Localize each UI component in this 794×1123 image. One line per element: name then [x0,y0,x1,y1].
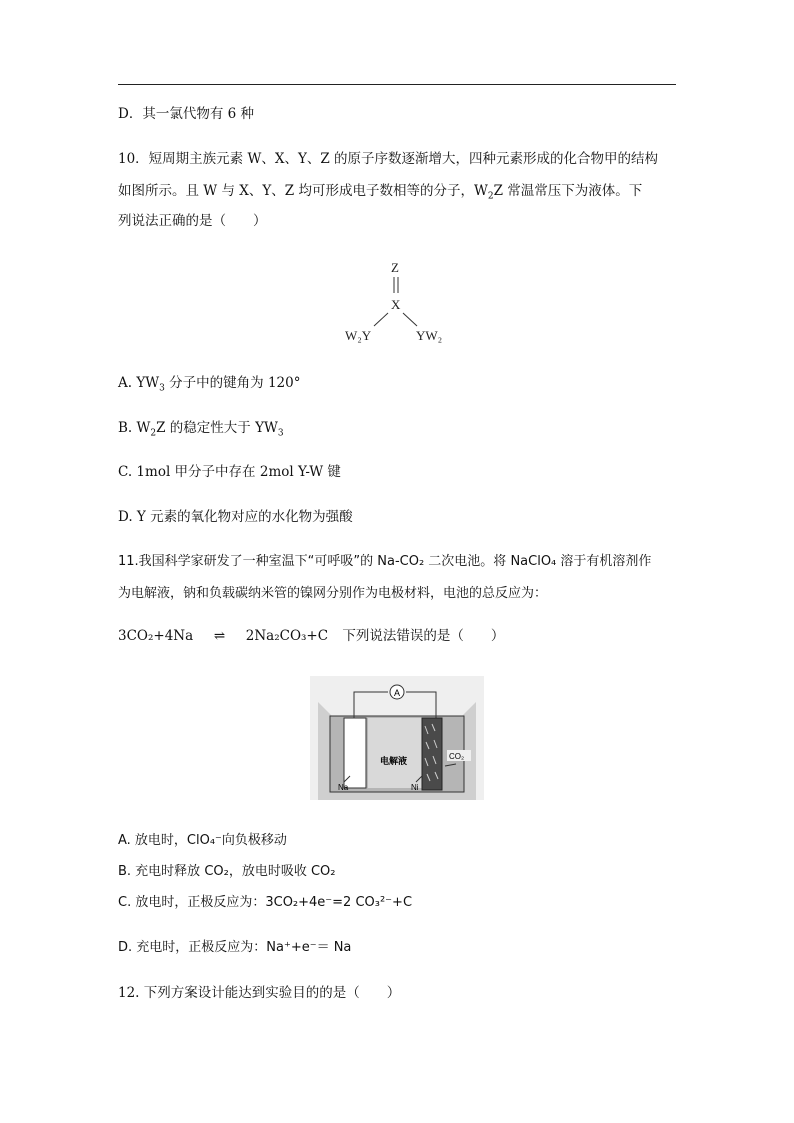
separator-region [368,718,426,788]
q11-option-a: A. 放电时，ClO₄⁻向负极移动 [118,833,287,848]
q11-option-c: C. 放电时，正极反应为：3CO₂+4e⁻=2 CO₃²⁻+C [118,895,413,910]
q10-option-c: C. 1mol 甲分子中存在 2mol Y-W 键 [118,464,341,480]
q11-stem-line1: 11.我国科学家研发了一种室温下“可呼吸”的 Na-CO₂ 二次电池。将 NaClO₄ 溶于有机溶剂作 [118,554,652,569]
ammeter-label: A [394,688,401,698]
q10-stem-line2: 如图所示。且 W 与 X、Y、Z 均可形成电子数相等的分子，$W_2Z$ 常温常压下为液体。下 [118,183,643,202]
q11-option-d: D. 充电时，正极反应为：Na⁺+e⁻＝ Na [118,940,352,955]
q11-reaction [118,627,504,645]
single-bond-right [403,313,417,326]
header-rule [118,84,676,85]
electrolyte-label: 电解液 [380,757,408,767]
reaction-left: 3CO₂+4Na [118,628,194,644]
single-bond-left [374,313,388,326]
atom-x: X [391,297,401,312]
na-electrode [344,718,366,788]
q10-stem-line1: 10．短周期主族元素 W、X、Y、Z 的原子序数逐渐增大，四种元素形成的化合物甲的结构 [118,151,659,167]
equilibrium-arrow: ⇌ [213,628,226,644]
group-yw2: YW₂ [416,328,443,343]
q10-option-a: A. $YW_3$ 分子中的键角为 120° [118,375,301,394]
q10-stem-line3: 列说法正确的是（ ） [118,213,267,229]
na-co2-battery-diagram [310,676,484,800]
reaction-right: 2Na₂CO₃+C [245,628,329,644]
co2-label: CO₂ [449,752,465,761]
q10-option-b: B. $W_2Z$ 的稳定性大于 $YW_3$ [118,420,284,439]
na-label: Na [338,783,349,792]
q11-stem-line2: 为电解液，钠和负载碳纳米管的镍网分别作为电极材料，电池的总反应为： [118,586,548,601]
q11-option-b: B. 充电时释放 CO₂，放电时吸收 CO₂ [118,864,336,879]
reaction-tail: 下列说法错误的是（ ） [342,628,505,644]
ni-label: Ni [411,783,419,792]
q12-stem: 12. 下列方案设计能达到实验目的的是（ ） [118,985,401,1001]
ni-mesh-electrode [422,718,442,790]
q10-option-d: D. Y 元素的氧化物对应的水化物为强酸 [118,509,353,525]
q9-option-d: D．其一氯代物有 6 种 [118,106,254,122]
compound-structure-diagram [330,252,470,352]
group-w2y: W₂Y [345,328,372,343]
atom-z: Z [391,260,399,275]
